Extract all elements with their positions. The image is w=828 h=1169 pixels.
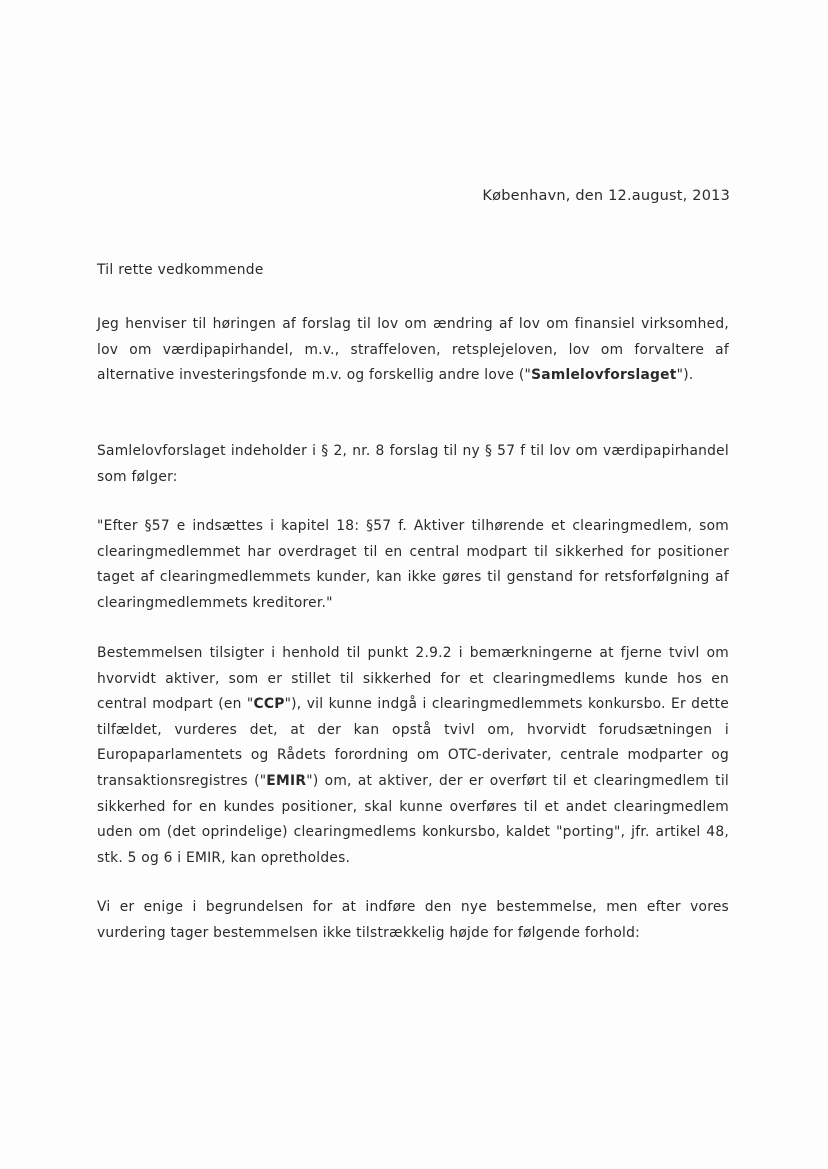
place-date: København, den 12.august, 2013 [482, 188, 730, 204]
paragraph-assessment: Vi er enige i begrundelsen for at indføre den nye bestemmelse, men efter vores vurdering tager bestemmelsen ikke tilstrækkelig højde for følgende forhold: [97, 899, 729, 941]
term-ccp: CCP [253, 696, 285, 713]
paragraph-proposal: Samlelovforslaget indeholder i § 2, nr. 8 forslag til ny § 57 f til lov om værdipapirhandel som følger: [97, 443, 729, 485]
paragraph-purpose-text-3: ") om, at aktiver, der er overført til et clearingmedlem til sikkerhed for en kundes positioner, skal kunne overføres til et andet clearingmedlem uden om (det oprindelige) clearingmedlems konkursbo, kaldet "porting", jfr. artikel 48, stk. 5 og 6 i EMIR, kan opretholdes. [97, 772, 729, 866]
paragraph-purpose [97, 641, 729, 871]
paragraph-purpose-text-2: "), vil kunne indgå i clearingmedlemmets konkursbo. Er dette tilfældet, vurderes det, at der kan opstå tvivl om, hvorvidt forudsætningen i Europaparlamentets og Rådets forordning om OTC-derivater, centrale modparter og transaktionsregistres (" [97, 696, 729, 789]
paragraph-intro [97, 312, 729, 389]
paragraph-purpose-text-1: Bestemmelsen tilsigter i henhold til punkt 2.9.2 i bemærkningerne at fjerne tvivl om hvorvidt aktiver, som er stillet til sikkerhed for et clearingmedlems kunde hos en central modpart (en " [97, 645, 729, 713]
paragraph-intro-end: "). [676, 367, 694, 384]
paragraph-quote: "Efter §57 e indsættes i kapitel 18: §57 f. Aktiver tilhørende et clearingmedlem, som clearingmedlemmet har overdraget til en central modpart til sikkerhed for positioner taget af clearingmedlemmets kunder, kan ikke gøres til genstand for retsforfølgning af clearingmedlemmets kreditorer." [97, 518, 729, 611]
salutation: Til rette vedkommende [97, 262, 264, 278]
term-samlelovforslaget: Samlelovforslaget [531, 367, 677, 384]
paragraph-intro-text: Jeg henviser til høringen af forslag til lov om ændring af lov om finansiel virksomhed, lov om værdipapirhandel, m.v., straffeloven, retsplejeloven, lov om forvaltere af alternative investeringsfonde m.v. og forskellig andre love (" [97, 316, 729, 384]
term-emir: EMIR [266, 772, 307, 789]
